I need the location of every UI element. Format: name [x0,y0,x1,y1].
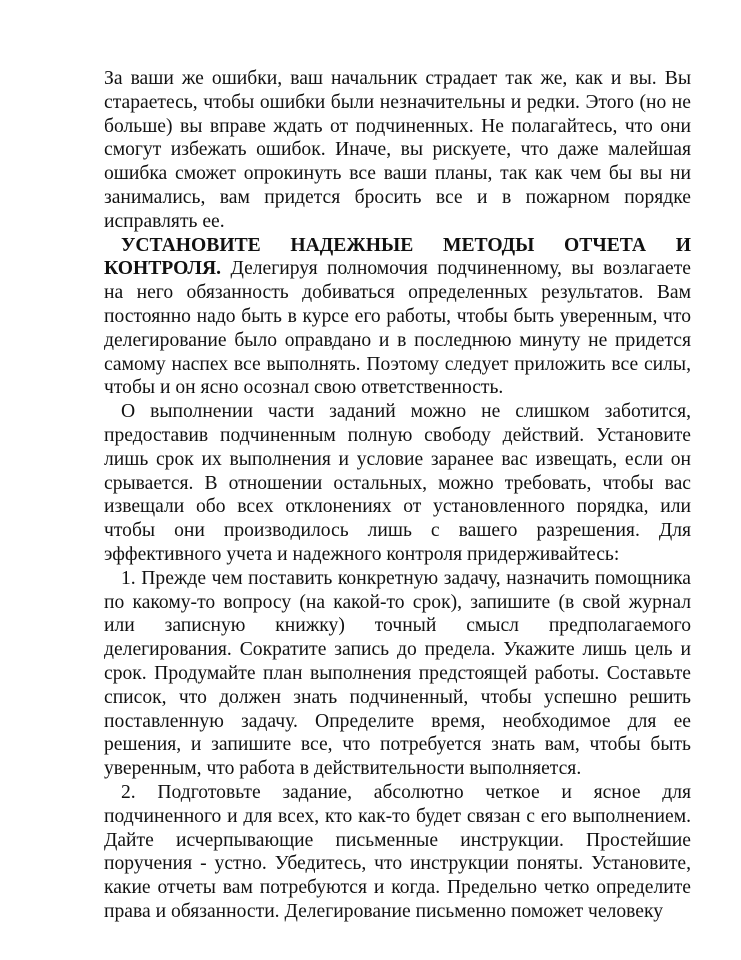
paragraph-3 [104,400,691,567]
list-item-2 [104,781,691,924]
paragraph-3-text: О выполнении части заданий можно не слишком заботится, предоставив подчиненным полную свободу действий. Установите лишь срок их выполнения и условие заранее вас извещать, если он срывается. В отношении остальных, можно требовать, чтобы вас извещали обо всех отклонениях от установленного порядка, или чтобы они производилось лишь с вашего разрешения. Для эффективного учета и надежного контроля придерживайтесь: [104,401,691,565]
document-page [104,67,691,924]
list-item-1-text: 1. Прежде чем поставить конкретную задачу, назначить помощника по какому-то вопросу (на какой-то срок), запишите (в свой журнал или записную книжку) точный смысл предполагаемого делегирования. Сократите запись до предела. Укажите лишь цель и срок. Продумайте план выполнения предстоящей работы. Составьте список, что должен знать подчиненный, чтобы успешно решить поставленную задачу. Определите время, необходимое для ее решения, и запишите все, что потребуется знать вам, чтобы быть уверенным, что работа в действительности выполняется. [104,567,691,780]
list-item-1 [104,567,691,781]
list-item-2-text: 2. Подготовьте задание, абсолютно четкое и ясное для подчиненного и для всех, кто как-то будет связан с его выполнением. Дайте исчерпывающие письменные инструкции. Простейшие поручения - устно. Убедитесь, что инструкции поняты. Установите, какие отчеты вам потребуются и когда. Предельно четко определите права и обязанности. Делегирование письменно поможет человеку [104,781,691,922]
paragraph-2 [104,234,691,401]
section-heading: УСТАНОВИТЕ НАДЕЖНЫЕ МЕТОДЫ ОТЧЕТА И КОНТРОЛЯ. [104,234,691,280]
paragraph-2-text: Делегируя полномочия подчиненному, вы возлагаете на него обязанность добиваться определенных результатов. Вам постоянно надо быть в курсе его работы, чтобы быть уверенным, что делегирование было оправдано и в последнюю минуту не придется самому наспех все выполнять. Поэтому следует приложить все силы, чтобы и он ясно осознал свою ответственность. [104,258,691,399]
paragraph-1-text: За ваши же ошибки, ваш начальник страдает так же, как и вы. Вы стараетесь, чтобы ошибки были незначительны и редки. Этого (но не больше) вы вправе ждать от подчиненных. Не полагайтесь, что они смогут избежать ошибок. Иначе, вы рискуете, что даже малейшая ошибка сможет опрокинуть все ваши планы, так как чем бы вы ни занимались, вам придется бросить все и в пожарном порядке исправлять ее. [104,68,691,232]
paragraph-1 [104,67,691,234]
